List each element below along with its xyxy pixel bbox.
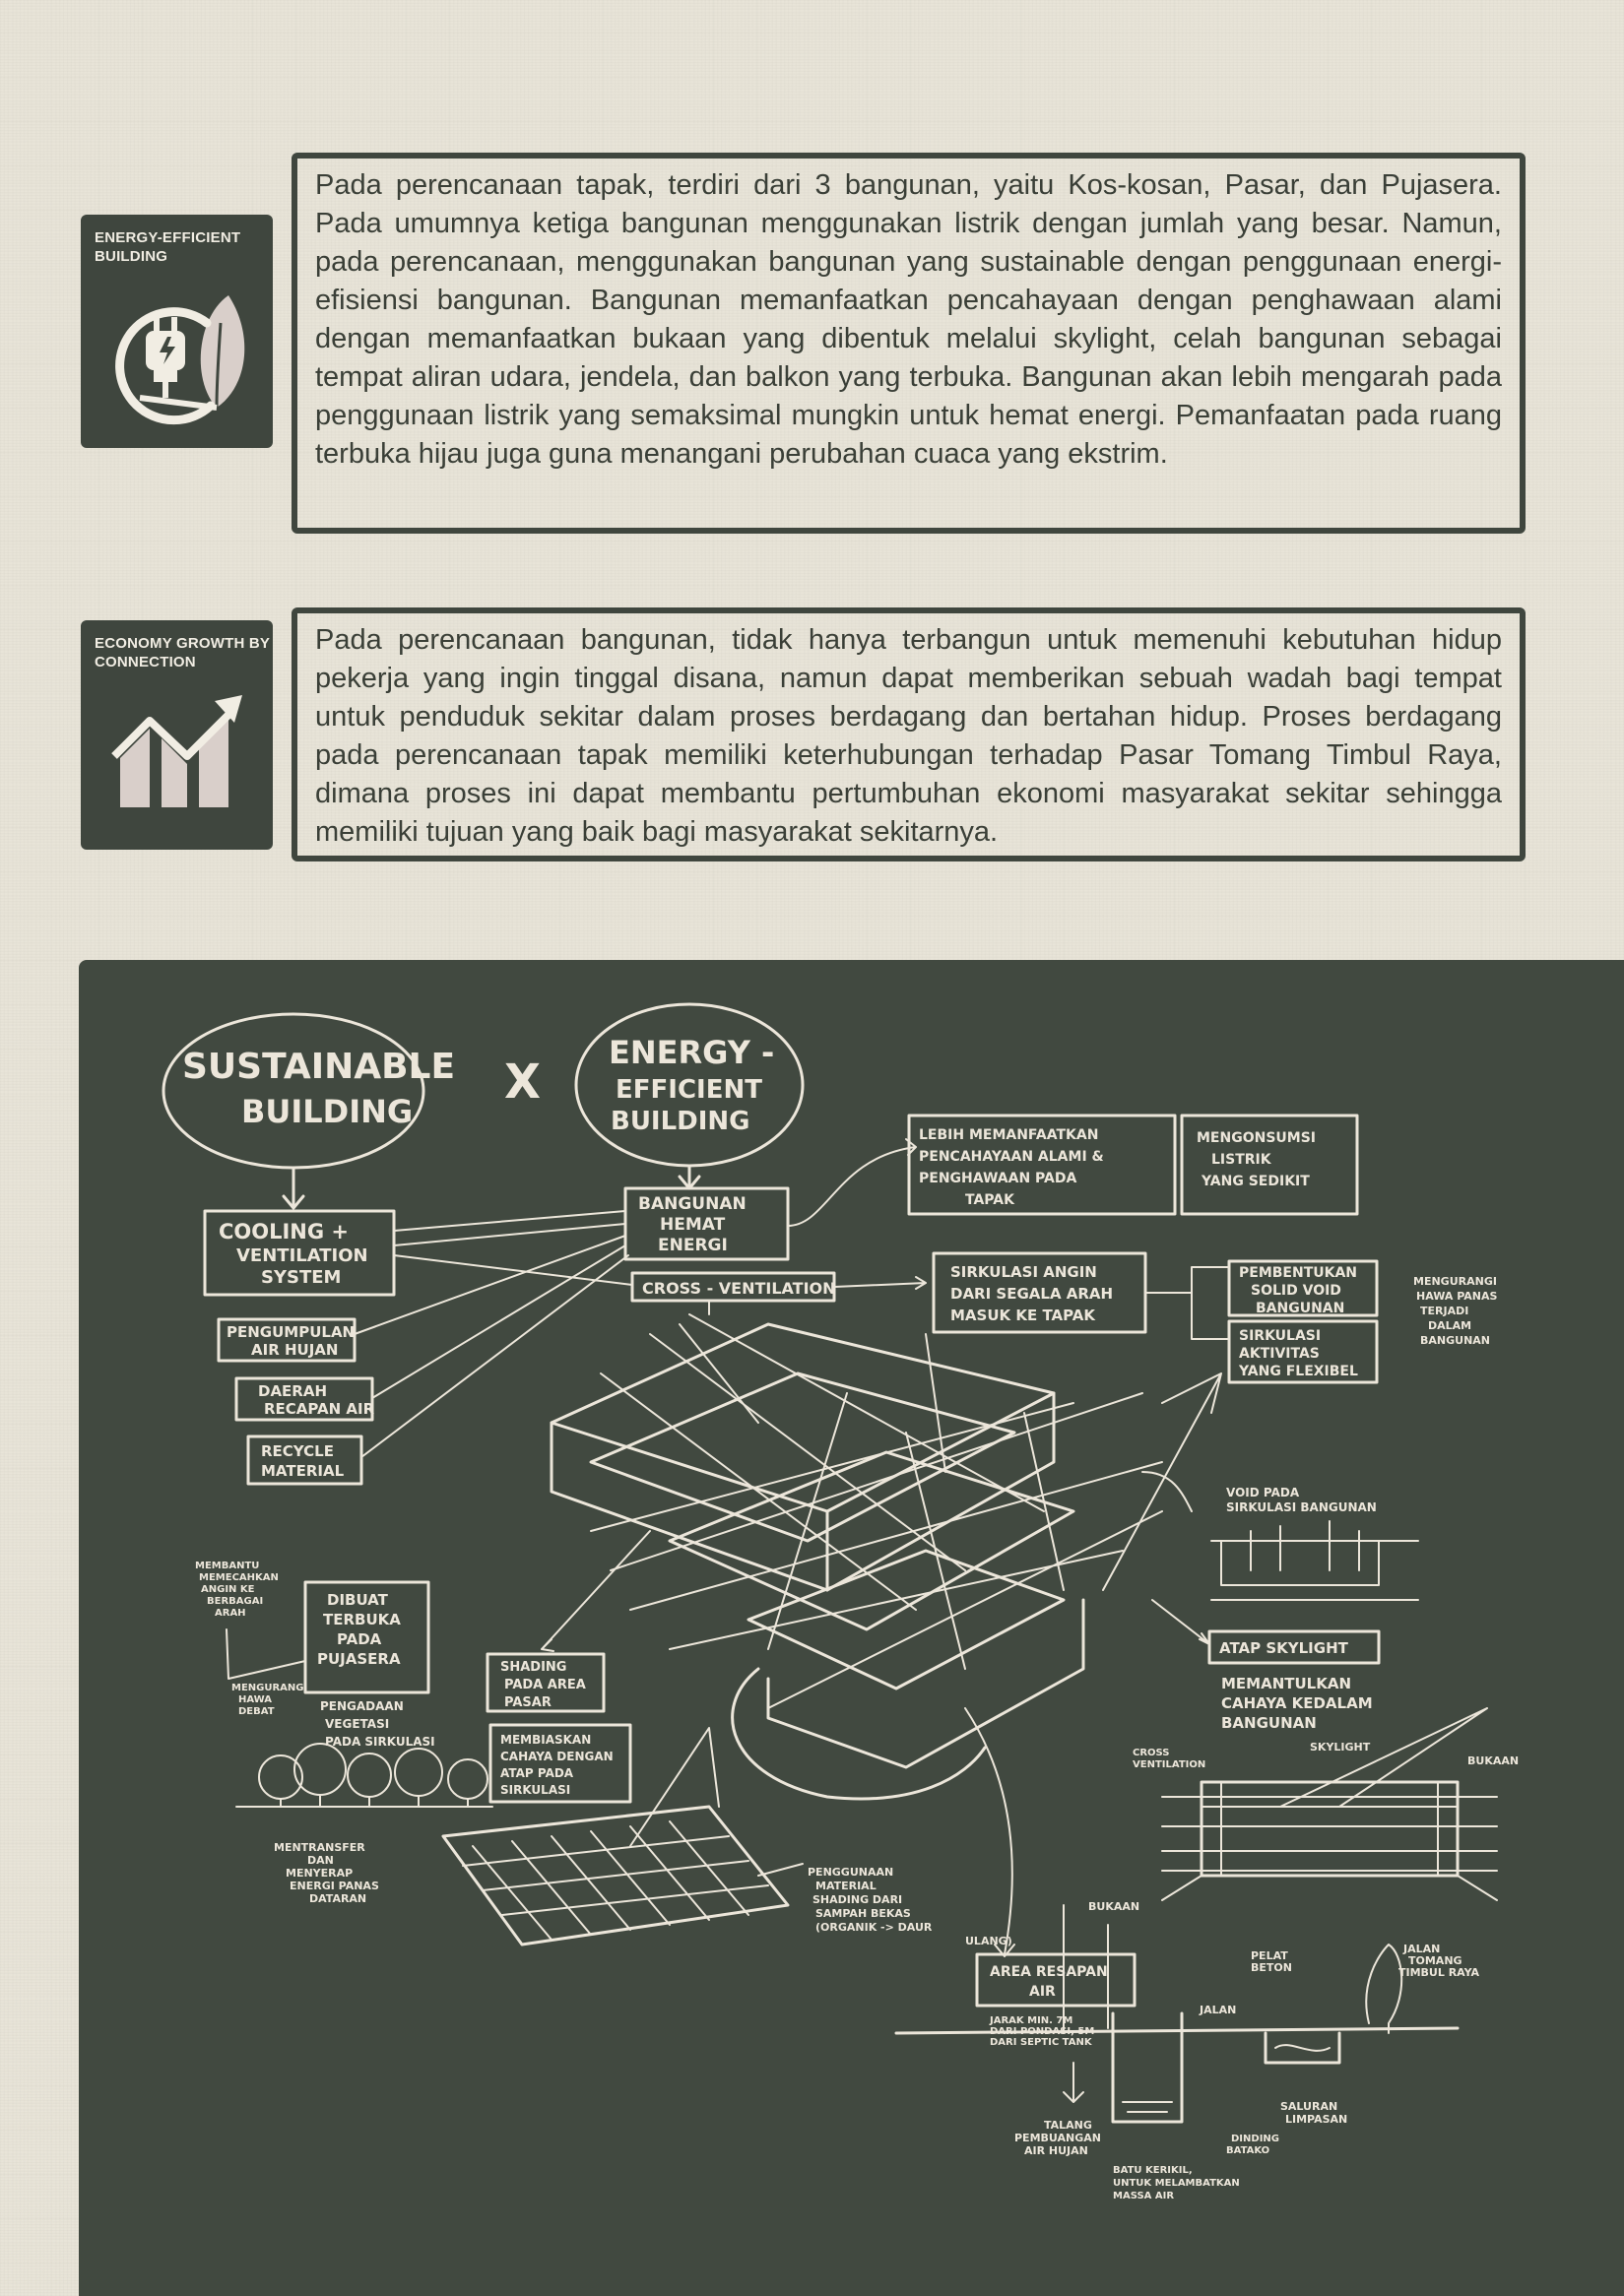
reduce-heat-line3: DEBAT — [238, 1706, 275, 1717]
shading-roof-sketch — [443, 1728, 788, 1945]
form-line3: BANGUNAN — [1256, 1301, 1345, 1316]
open-line2: TERBUKA — [323, 1611, 401, 1628]
bukaan-right-label: BUKAAN — [1467, 1754, 1520, 1767]
distance-line2: DARI PONDASI, 5M — [990, 2026, 1095, 2037]
bukaan-left-label: BUKAAN — [1088, 1900, 1140, 1913]
reduce-heat-line2: HAWA — [238, 1694, 272, 1705]
talang-line1: TALANG — [1044, 2119, 1092, 2132]
cooling-line2: VENTILATION — [236, 1245, 368, 1266]
economy-paragraph: Pada perencanaan bangunan, tidak hanya terbangun untuk memenuhi kebutuhan hidup pekerja yang ingin tinggal disana, namun dapat memberikan sebuah wadah bagi tempat untuk penduduk sekitar dalam proses berdagang dan bertahan hidup. Proses berdagang pada perencanaan tapak memiliki keterhubungan terhadap Pasar Tomang Timbul Raya, dimana proses ini dapat membantu pertumbuhan ekonomi masyarakat sekitar sehingga memiliki tujuan yang baik bagi masyarakat sekitarnya. — [315, 624, 1502, 848]
rain-line1: PENGUMPULAN — [227, 1323, 356, 1341]
center-box-line3: ENERGI — [658, 1236, 728, 1255]
shading-line3: PASAR — [504, 1695, 552, 1710]
light-shade-line3: ATAP PADA — [500, 1766, 574, 1780]
material-line5: (ORGANIK -> DAUR — [815, 1921, 933, 1934]
help-line5: ARAH — [215, 1608, 246, 1619]
batu-line1: BATU KERIKIL, — [1113, 2165, 1193, 2176]
help-line3: ANGIN KE — [201, 1584, 255, 1595]
jalan-label: JALAN — [1200, 2004, 1237, 2016]
open-line1: DIBUAT — [327, 1591, 388, 1609]
reduce-line3: TERJADI — [1420, 1305, 1469, 1317]
times-symbol: X — [504, 1054, 542, 1110]
saluran-line1: SALURAN — [1280, 2100, 1338, 2113]
plug-leaf-icon — [81, 215, 273, 448]
transfer-line4: ENERGI PANAS — [290, 1880, 379, 1892]
transfer-line3: MENYERAP — [286, 1867, 354, 1880]
airflow-line3: MASUK KE TAPAK — [950, 1307, 1095, 1324]
beton-line1: PELAT — [1251, 1949, 1288, 1962]
recycle-line2: MATERIAL — [261, 1462, 345, 1480]
material-line2: MATERIAL — [815, 1880, 877, 1892]
bubble-energy-line3: BUILDING — [611, 1107, 750, 1136]
skylight-small-label: SKYLIGHT — [1310, 1741, 1371, 1754]
consume-line2: LISTRIK — [1211, 1152, 1271, 1168]
energy-icon-card — [81, 215, 273, 448]
light-line1: LEBIH MEMANFAATKAN — [919, 1127, 1099, 1143]
transfer-line2: DAN — [307, 1854, 334, 1867]
help-line1: MEMBANTU — [195, 1561, 260, 1571]
energy-icon-label: ENERGY-EFFICIENT BUILDING — [95, 229, 241, 265]
veg-line1: PENGADAAN — [320, 1699, 404, 1713]
recycle-line1: RECYCLE — [261, 1442, 334, 1460]
light-shade-line2: CAHAYA DENGAN — [500, 1750, 614, 1763]
cross-vent-small-line2: VENTILATION — [1133, 1759, 1206, 1770]
void-line2: SIRKULASI BANGUNAN — [1226, 1500, 1377, 1514]
skylight-box-label: ATAP SKYLIGHT — [1219, 1639, 1348, 1657]
activity-line1: SIRKULASI — [1239, 1328, 1322, 1344]
bubble-energy-line2: EFFICIENT — [616, 1075, 762, 1105]
energy-paragraph-box — [292, 153, 1526, 534]
airflow-line1: SIRKULASI ANGIN — [950, 1263, 1097, 1281]
material-line4: SAMPAH BEKAS — [815, 1907, 911, 1920]
cooling-line3: SYSTEM — [261, 1267, 342, 1288]
help-line4: BERBAGAI — [207, 1596, 264, 1607]
reduce-line4: DALAM — [1428, 1319, 1472, 1332]
open-line3: PADA — [337, 1630, 382, 1648]
void-line1: VOID PADA — [1226, 1486, 1300, 1499]
batu-line3: MASSA AIR — [1113, 2191, 1175, 2201]
absorb-line1: DAERAH — [258, 1382, 328, 1400]
airflow-line2: DARI SEGALA ARAH — [950, 1285, 1114, 1303]
light-line3: PENGHAWAAN PADA — [919, 1171, 1077, 1186]
center-box-line2: HEMAT — [660, 1215, 726, 1235]
form-line1: PEMBENTUKAN — [1239, 1265, 1358, 1281]
help-line2: MEMECAHKAN — [199, 1572, 279, 1583]
economy-icon-label: ECONOMY GROWTH BY CONNECTION — [95, 635, 270, 670]
saluran-line2: LIMPASAN — [1285, 2113, 1348, 2126]
resapan-line2: AIR — [1029, 1984, 1056, 2000]
open-line4: PUJASERA — [317, 1650, 401, 1668]
tree-row-sketch — [236, 1744, 492, 1807]
talang-line2: PEMBUANGAN — [1014, 2132, 1101, 2144]
reduce-line1: MENGURANGI — [1413, 1275, 1497, 1288]
light-shade-line1: MEMBIASKAN — [500, 1733, 592, 1747]
economy-paragraph-box — [292, 607, 1526, 861]
skylight-note-line2: CAHAYA KEDALAM — [1221, 1694, 1373, 1712]
bubble-sustainable-line2: BUILDING — [241, 1093, 414, 1130]
batu-line2: UNTUK MELAMBATKAN — [1113, 2178, 1240, 2189]
resapan-box — [977, 1954, 1135, 2006]
veg-line2: VEGETASI — [325, 1717, 390, 1731]
bubble-energy-line1: ENERGY - — [609, 1034, 775, 1071]
cross-vent-small-line1: CROSS — [1133, 1748, 1170, 1758]
rain-line2: AIR HUJAN — [251, 1341, 339, 1359]
activity-line2: AKTIVITAS — [1239, 1346, 1320, 1362]
transfer-line5: DATARAN — [309, 1892, 367, 1905]
road-line3: TIMBUL RAYA — [1398, 1966, 1480, 1979]
skylight-note-line3: BANGUNAN — [1221, 1714, 1317, 1732]
dinding-line2: BATAKO — [1226, 2145, 1270, 2156]
shading-line1: SHADING — [500, 1660, 567, 1675]
light-line2: PENCAHAYAAN ALAMI & — [919, 1149, 1104, 1165]
distance-line3: DARI SEPTIC TANK — [990, 2037, 1092, 2048]
consume-line3: YANG SEDIKIT — [1202, 1174, 1310, 1189]
reduce-heat-line1: MENGURANGI — [231, 1683, 308, 1693]
transfer-line1: MENTRANSFER — [274, 1841, 365, 1854]
material-line3: SHADING DARI — [812, 1893, 903, 1906]
veg-line3: PADA SIRKULASI — [325, 1735, 435, 1749]
absorb-line2: RECAPAN AIR — [264, 1400, 375, 1418]
bubble-sustainable — [163, 1014, 423, 1168]
material-line1: PENGGUNAAN — [808, 1866, 894, 1879]
reduce-line2: HAWA PANAS — [1416, 1290, 1498, 1303]
skylight-section-sketch — [1162, 1708, 1497, 1900]
beton-line2: BETON — [1251, 1961, 1292, 1974]
skylight-note-line1: MEMANTULKAN — [1221, 1675, 1352, 1692]
road-line1: JALAN — [1403, 1943, 1441, 1955]
economy-icon-card — [81, 620, 273, 850]
reduce-line5: BANGUNAN — [1420, 1334, 1490, 1347]
material-line6: ULANG) — [965, 1935, 1012, 1947]
dinding-line1: DINDING — [1231, 2134, 1279, 2144]
center-box-line1: BANGUNAN — [638, 1194, 747, 1214]
energy-paragraph: Pada perencanaan tapak, terdiri dari 3 bangunan, yaitu Kos-kosan, Pasar, dan Pujasera. Pada umumnya ketiga bangunan menggunakan listrik dengan jumlah yang besar. Namun, pada perencanaan, menggunakan bangunan yang sustainable dengan penggunaan energi-efisiensi bangunan. Bangunan memanfaatkan pencahayaan dengan penghawaan alami dengan memanfaatkan bukaan yang dibentuk melalui skylight, celah bangunan sebagai tempat aliran udara, jendela, dan balkon yang terbuka. Bangunan akan lebih mengarah pada penggunaan listrik yang semaksimal mungkin untuk hemat energi. Pemanfaatan pada ruang terbuka hijau juga guna menangani perubahan cuaca yang ekstrim. — [315, 169, 1502, 470]
talang-line3: AIR HUJAN — [1024, 2144, 1088, 2157]
light-line4: TAPAK — [965, 1192, 1014, 1208]
bubble-sustainable-line1: SUSTAINABLE — [182, 1047, 456, 1087]
light-shade-line4: SIRKULASI — [500, 1783, 571, 1797]
concept-sketch — [79, 960, 1624, 2296]
activity-line3: YANG FLEXIBEL — [1239, 1364, 1358, 1379]
cooling-line1: COOLING + — [219, 1220, 350, 1244]
growth-chart-icon — [81, 620, 273, 850]
cross-box-label: CROSS - VENTILATION — [642, 1279, 836, 1298]
form-line2: SOLID VOID — [1251, 1283, 1341, 1299]
distance-line1: JARAK MIN. 7M — [990, 2015, 1073, 2026]
resapan-line1: AREA RESAPAN — [990, 1964, 1108, 1980]
shading-line2: PADA AREA — [504, 1678, 586, 1692]
consume-line1: MENGONSUMSI — [1197, 1130, 1316, 1146]
concept-sketch-panel — [79, 960, 1624, 2296]
building-massing-sketch — [552, 1314, 1221, 1799]
road-line2: TOMANG — [1408, 1954, 1462, 1967]
